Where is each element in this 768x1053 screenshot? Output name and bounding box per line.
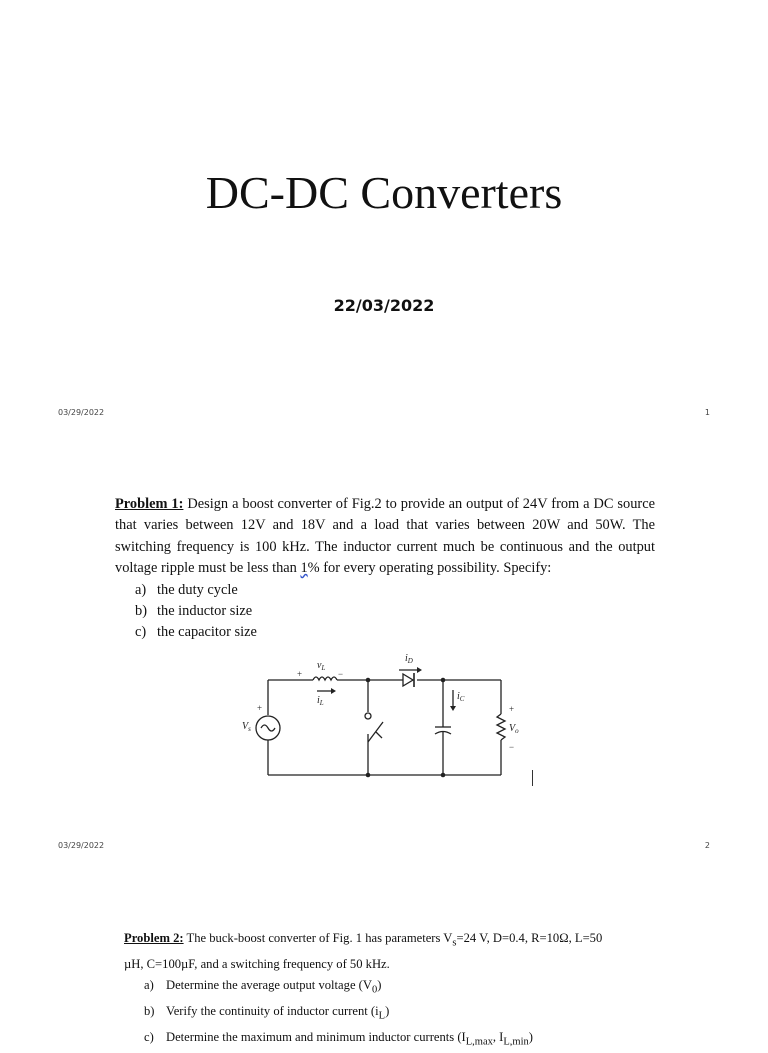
footer-date-2: 03/29/2022 [58,841,105,850]
list-item: b) the inductor size [135,603,253,620]
svg-text:−: − [509,742,515,752]
problem-1 [115,494,655,644]
svg-text:+: + [509,704,515,714]
svg-text:vL: $v_L$ [317,660,326,672]
svg-text:+: + [297,669,303,679]
problem-1-label: Problem 1: [115,496,184,512]
svg-text:Vs: $V_s$ [242,721,251,733]
text-cursor [532,770,533,786]
page-number-1: 1 [704,408,710,417]
svg-text:iL: $i_L$ [317,695,324,707]
svg-text:iD: $i_D$ [405,653,413,665]
boost-converter-circuit [235,650,525,785]
page-number-2: 2 [704,841,710,850]
list-item: a) Determine the average output voltage $(V_0)$ [144,977,382,996]
slide-title: DC-DC Converters [205,167,563,218]
problem-1-text: Design a boost converter of Fig.2 to provide an output of 24V from a DC source that varies between 12V and 18V and a load that varies between 20W and 50W. The switching frequency is 100 kHz. The inductor current much be continuous and the output voltage ripple must be less than [115,496,655,577]
problem-2-label: Problem 2: [124,931,184,945]
problem-2-list [124,975,624,1053]
svg-text:−: − [338,669,344,679]
list-item: c) Determine the maximum and minimum inductor currents ($I_{L,max}$, $I_{L,min}$) [144,1029,533,1048]
problem-1-percent: 1 [300,560,308,577]
svg-text:iC: $i_C$ [457,691,465,703]
list-item: b) Verify the continuity of inductor current $(i_L)$ [144,1003,390,1022]
problem-2: Problem 2: The buck-boost converter of Fig. 1 has parameters $V_s=24$ V, D=0.4, R=10Ω, L=50 µH, C=100µF, and a switching frequency of 50 kHz. a) Determine the average output voltage $(V_0)$ b) Verify the continuity of inductor current $(i_L)$ c) Determine the maximum and minimum inductor currents ($I_{L,max}$, $I_{L,min}$) [124,928,624,1053]
problem-1-list [115,580,655,644]
svg-text:Vo: $V_o$ [509,723,519,735]
slide-date: 22/03/2022 [333,296,435,315]
footer-date-1: 03/29/2022 [58,408,105,417]
list-item: a) the duty cycle [135,581,238,598]
svg-text:+: + [257,703,263,713]
problem-1-text-end: % for every operating possibility. Specify: [307,560,552,577]
list-item: c) the capacitor size [135,624,257,641]
